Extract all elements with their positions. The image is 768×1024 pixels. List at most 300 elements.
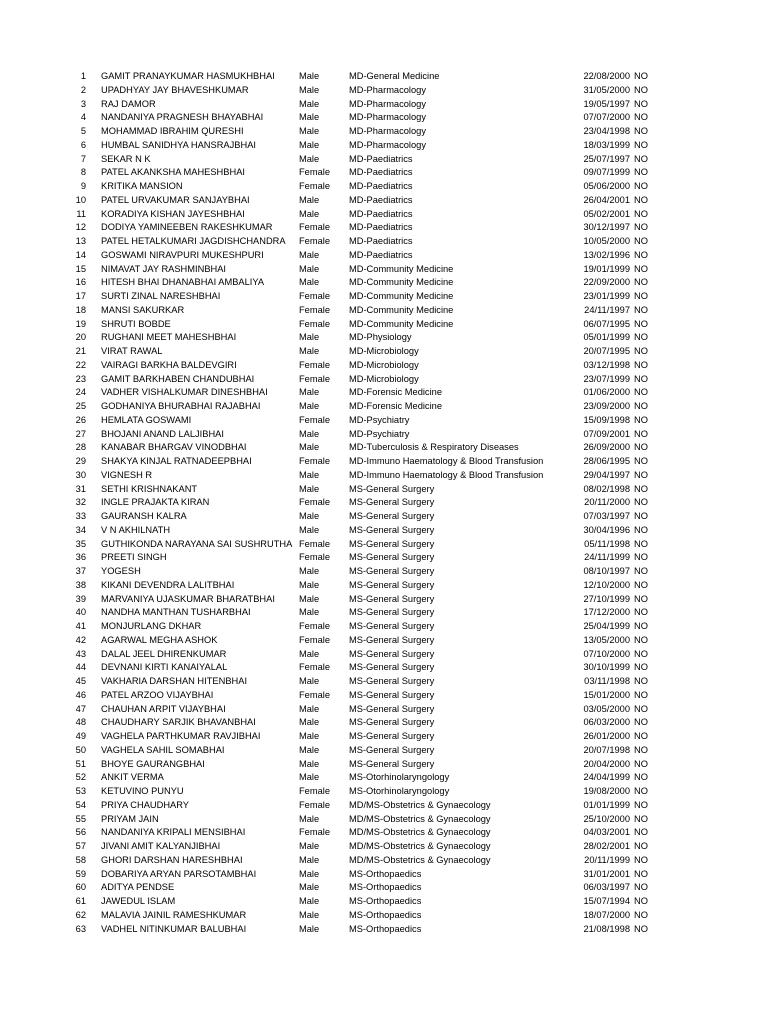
date-of-birth-cell: 23/04/1998 <box>583 126 630 136</box>
serial-number-cell: 33 <box>75 511 86 521</box>
serial-number-cell: 60 <box>75 882 86 893</box>
candidate-name-cell: PRIYAM JAIN <box>101 813 159 824</box>
gender-cell: Male <box>299 731 320 741</box>
date-of-birth-cell: 20/07/1995 <box>583 346 630 356</box>
candidate-name-cell: SHRUTI BOBDE <box>101 318 171 329</box>
candidate-name-cell: VAKHARIA DARSHAN HITENBHAI <box>101 676 248 686</box>
table-row <box>0 538 768 552</box>
date-of-birth-cell: 03/12/1998 <box>583 359 630 370</box>
candidate-name-cell: PATEL AKANKSHA MAHESHBHAI <box>101 167 245 178</box>
serial-number-cell: 9 <box>80 181 86 191</box>
table-row <box>0 414 768 428</box>
specialty-cell: MS-General Surgery <box>349 607 435 618</box>
date-of-birth-cell: 30/12/1997 <box>583 222 630 233</box>
serial-number-cell: 23 <box>75 373 86 384</box>
status-flag-cell: NO <box>634 607 648 618</box>
status-flag-cell: NO <box>634 112 648 123</box>
table-row <box>0 689 768 703</box>
table-row <box>0 125 768 139</box>
serial-number-cell: 38 <box>75 579 86 590</box>
table-row <box>0 675 768 689</box>
specialty-cell: MS-Orthopaedics <box>349 896 422 906</box>
serial-number-cell: 51 <box>75 758 86 769</box>
serial-number-cell: 34 <box>75 524 86 535</box>
status-flag-cell: NO <box>634 744 648 755</box>
table-row <box>0 496 768 510</box>
status-flag-cell: NO <box>634 634 648 645</box>
serial-number-cell: 10 <box>75 194 86 205</box>
serial-number-cell: 54 <box>75 799 86 810</box>
candidate-name-cell: CHAUDHARY SARJIK BHAVANBHAI <box>101 717 256 728</box>
date-of-birth-cell: 20/11/1999 <box>584 854 630 865</box>
candidate-name-cell: VAIRAGI BARKHA BALDEVGIRI <box>101 359 237 370</box>
table-row <box>0 840 768 854</box>
date-of-birth-cell: 17/12/2000 <box>583 607 630 618</box>
date-of-birth-cell: 22/09/2000 <box>583 277 630 288</box>
status-flag-cell: NO <box>634 194 648 205</box>
serial-number-cell: 36 <box>75 552 86 563</box>
gender-cell: Male <box>299 387 320 398</box>
status-flag-cell: NO <box>634 469 648 480</box>
gender-cell: Male <box>299 566 320 576</box>
specialty-cell: MS-Otorhinolaryngology <box>349 786 450 796</box>
gender-cell: Female <box>299 291 331 301</box>
date-of-birth-cell: 05/06/2000 <box>583 181 630 191</box>
gender-cell: Male <box>299 84 320 95</box>
table-row <box>0 648 768 662</box>
specialty-cell: MS-General Surgery <box>349 744 435 755</box>
table-row <box>0 428 768 442</box>
serial-number-cell: 12 <box>75 222 86 233</box>
status-flag-cell: NO <box>634 579 648 590</box>
date-of-birth-cell: 20/07/1998 <box>583 744 630 755</box>
specialty-cell: MD-Paediatrics <box>349 236 413 246</box>
status-flag-cell: NO <box>634 497 648 508</box>
candidate-name-cell: JAWEDUL ISLAM <box>101 896 176 906</box>
gender-cell: Male <box>299 249 320 260</box>
status-flag-cell: NO <box>634 456 648 466</box>
status-flag-cell: NO <box>634 593 648 604</box>
table-row <box>0 923 768 937</box>
serial-number-cell: 50 <box>75 744 86 755</box>
date-of-birth-cell: 07/03/1997 <box>583 511 630 521</box>
date-of-birth-cell: 24/04/1999 <box>583 772 630 783</box>
candidate-name-cell: GODHANIYA BHURABHAI RAJABHAI <box>101 401 261 411</box>
gender-cell: Male <box>299 208 320 219</box>
status-flag-cell: NO <box>634 483 648 494</box>
candidate-name-cell: HITESH BHAI DHANABHAI AMBALIYA <box>101 277 265 288</box>
gender-cell: Female <box>299 786 331 796</box>
specialty-cell: MD-Forensic Medicine <box>349 387 442 398</box>
candidate-name-cell: DEVNANI KIRTI KANAIYALAL <box>101 662 228 673</box>
specialty-cell: MD/MS-Obstetrics & Gynaecology <box>349 827 491 838</box>
specialty-cell: MD-General Medicine <box>349 71 440 81</box>
candidate-name-cell: VADHEL NITINKUMAR BALUBHAI <box>101 923 247 934</box>
gender-cell: Female <box>299 236 331 246</box>
gender-cell: Female <box>299 538 331 549</box>
date-of-birth-cell: 15/01/2000 <box>583 689 630 700</box>
gender-cell: Male <box>299 868 320 879</box>
status-flag-cell: NO <box>634 401 648 411</box>
serial-number-cell: 11 <box>76 208 86 219</box>
status-flag-cell: NO <box>634 277 648 288</box>
status-flag-cell: NO <box>634 758 648 769</box>
candidate-name-cell: GHORI DARSHAN HARESHBHAI <box>101 854 243 865</box>
specialty-cell: MS-General Surgery <box>349 703 435 714</box>
candidate-name-cell: DODIYA YAMINEEBEN RAKESHKUMAR <box>101 222 273 233</box>
specialty-cell: MS-General Surgery <box>349 758 435 769</box>
specialty-cell: MD/MS-Obstetrics & Gynaecology <box>349 841 491 851</box>
status-flag-cell: NO <box>634 181 648 191</box>
status-flag-cell: NO <box>634 167 648 178</box>
status-flag-cell: NO <box>634 414 648 425</box>
gender-cell: Female <box>299 827 331 838</box>
candidate-name-cell: SURTI ZINAL NARESHBHAI <box>101 291 221 301</box>
table-row <box>0 441 768 455</box>
candidate-name-cell: ANKIT VERMA <box>101 772 164 783</box>
table-row <box>0 813 768 827</box>
serial-number-cell: 57 <box>75 841 86 851</box>
date-of-birth-cell: 18/07/2000 <box>583 909 630 920</box>
serial-number-cell: 6 <box>80 139 86 150</box>
serial-number-cell: 56 <box>75 827 86 838</box>
candidate-name-cell: NANDHA MANTHAN TUSHARBHAI <box>101 607 251 618</box>
date-of-birth-cell: 30/04/1996 <box>583 524 630 535</box>
table-row <box>0 166 768 180</box>
date-of-birth-cell: 24/11/1997 <box>584 304 630 315</box>
date-of-birth-cell: 10/05/2000 <box>583 236 630 246</box>
date-of-birth-cell: 03/05/2000 <box>583 703 630 714</box>
specialty-cell: MS-General Surgery <box>349 731 435 741</box>
status-flag-cell: NO <box>634 896 648 906</box>
specialty-cell: MS-Orthopaedics <box>349 882 422 893</box>
specialty-cell: MD-Community Medicine <box>349 263 454 274</box>
status-flag-cell: NO <box>634 387 648 398</box>
status-flag-cell: NO <box>634 222 648 233</box>
gender-cell: Female <box>299 621 331 631</box>
serial-number-cell: 40 <box>75 607 86 618</box>
table-row <box>0 290 768 304</box>
status-flag-cell: NO <box>634 552 648 563</box>
specialty-cell: MD-Pharmacology <box>349 139 426 150</box>
status-flag-cell: NO <box>634 566 648 576</box>
candidate-name-cell: PATEL ARZOO VIJAYBHAI <box>101 689 214 700</box>
table-row <box>0 153 768 167</box>
status-flag-cell: NO <box>634 621 648 631</box>
status-flag-cell: NO <box>634 854 648 865</box>
table-row <box>0 661 768 675</box>
table-row <box>0 895 768 909</box>
status-flag-cell: NO <box>634 703 648 714</box>
table-row <box>0 771 768 785</box>
candidate-name-cell: SEKAR N K <box>101 153 151 164</box>
candidate-name-cell: DALAL JEEL DHIRENKUMAR <box>101 648 227 659</box>
candidate-name-cell: V N AKHILNATH <box>101 524 171 535</box>
date-of-birth-cell: 06/07/1995 <box>583 318 630 329</box>
serial-number-cell: 7 <box>80 153 86 164</box>
specialty-cell: MD-Community Medicine <box>349 277 454 288</box>
table-row <box>0 510 768 524</box>
specialty-cell: MS-Orthopaedics <box>349 909 422 920</box>
gender-cell: Male <box>299 442 320 453</box>
serial-number-cell: 46 <box>75 689 86 700</box>
status-flag-cell: NO <box>634 98 648 109</box>
candidate-name-cell: VAGHELA PARTHKUMAR RAVJIBHAI <box>101 731 261 741</box>
status-flag-cell: NO <box>634 442 648 453</box>
date-of-birth-cell: 13/02/1996 <box>583 249 630 260</box>
table-row <box>0 620 768 634</box>
specialty-cell: MS-General Surgery <box>349 621 435 631</box>
table-row <box>0 469 768 483</box>
status-flag-cell: NO <box>634 827 648 838</box>
candidate-name-cell: NANDANIYA KRIPALI MENSIBHAI <box>101 827 246 838</box>
candidate-name-cell: JIVANI AMIT KALYANJIBHAI <box>101 841 221 851</box>
gender-cell: Female <box>299 456 331 466</box>
candidate-name-cell: HUMBAL SANIDHYA HANSRAJBHAI <box>101 139 256 150</box>
candidate-name-cell: RAJ DAMOR <box>101 98 156 109</box>
specialty-cell: MD-Community Medicine <box>349 304 454 315</box>
gender-cell: Male <box>299 607 320 618</box>
specialty-cell: MD-Physiology <box>349 332 412 343</box>
table-row <box>0 524 768 538</box>
gender-cell: Male <box>299 263 320 274</box>
date-of-birth-cell: 26/01/2000 <box>583 731 630 741</box>
candidate-name-cell: AGARWAL MEGHA ASHOK <box>101 634 218 645</box>
status-flag-cell: NO <box>634 786 648 796</box>
status-flag-cell: NO <box>634 648 648 659</box>
serial-number-cell: 5 <box>80 126 86 136</box>
status-flag-cell: NO <box>634 263 648 274</box>
gender-cell: Female <box>299 167 331 178</box>
date-of-birth-cell: 29/04/1997 <box>583 469 630 480</box>
status-flag-cell: NO <box>634 139 648 150</box>
table-row <box>0 703 768 717</box>
serial-number-cell: 13 <box>75 236 86 246</box>
date-of-birth-cell: 26/04/2001 <box>583 194 630 205</box>
serial-number-cell: 55 <box>75 813 86 824</box>
specialty-cell: MD-Pharmacology <box>349 112 426 123</box>
gender-cell: Male <box>299 854 320 865</box>
gender-cell: Male <box>299 469 320 480</box>
serial-number-cell: 21 <box>75 346 86 356</box>
candidate-name-cell: VIRAT RAWAL <box>101 346 163 356</box>
gender-cell: Female <box>299 662 331 673</box>
serial-number-cell: 58 <box>75 854 86 865</box>
gender-cell: Male <box>299 579 320 590</box>
gender-cell: Male <box>299 401 320 411</box>
candidate-name-cell: BHOJANI ANAND LALJIBHAI <box>101 428 224 439</box>
candidate-name-cell: MANSI SAKURKAR <box>101 304 185 315</box>
specialty-cell: MS-General Surgery <box>349 524 435 535</box>
gender-cell: Female <box>299 222 331 233</box>
serial-number-cell: 17 <box>75 291 86 301</box>
date-of-birth-cell: 19/05/1997 <box>583 98 630 109</box>
table-row <box>0 276 768 290</box>
specialty-cell: MD-Tuberculosis & Respiratory Diseases <box>349 442 519 453</box>
table-row <box>0 331 768 345</box>
serial-number-cell: 61 <box>75 896 86 906</box>
status-flag-cell: NO <box>634 813 648 824</box>
candidate-name-cell: GOSWAMI NIRAVPURI MUKESHPURI <box>101 249 264 260</box>
date-of-birth-cell: 23/09/2000 <box>583 401 630 411</box>
date-of-birth-cell: 18/03/1999 <box>583 139 630 150</box>
table-row <box>0 400 768 414</box>
status-flag-cell: NO <box>634 153 648 164</box>
specialty-cell: MS-General Surgery <box>349 497 435 508</box>
specialty-cell: MD-Microbiology <box>349 359 419 370</box>
serial-number-cell: 3 <box>80 98 86 109</box>
specialty-cell: MD-Paediatrics <box>349 249 413 260</box>
table-row <box>0 455 768 469</box>
status-flag-cell: NO <box>634 868 648 879</box>
date-of-birth-cell: 07/09/2001 <box>583 428 630 439</box>
specialty-cell: MD-Microbiology <box>349 346 419 356</box>
status-flag-cell: NO <box>634 923 648 934</box>
gender-cell: Male <box>299 676 320 686</box>
gender-cell: Male <box>299 813 320 824</box>
serial-number-cell: 59 <box>75 868 86 879</box>
date-of-birth-cell: 03/11/1998 <box>584 676 630 686</box>
status-flag-cell: NO <box>634 304 648 315</box>
serial-number-cell: 15 <box>75 263 86 274</box>
date-of-birth-cell: 31/05/2000 <box>583 84 630 95</box>
serial-number-cell: 32 <box>75 497 86 508</box>
table-row <box>0 304 768 318</box>
specialty-cell: MD-Community Medicine <box>349 291 454 301</box>
table-row <box>0 139 768 153</box>
date-of-birth-cell: 05/01/1999 <box>583 332 630 343</box>
table-row <box>0 111 768 125</box>
status-flag-cell: NO <box>634 359 648 370</box>
specialty-cell: MS-General Surgery <box>349 717 435 728</box>
allotment-table <box>0 70 768 936</box>
table-row <box>0 854 768 868</box>
candidate-name-cell: YOGESH <box>101 566 141 576</box>
specialty-cell: MS-General Surgery <box>349 676 435 686</box>
specialty-cell: MS-Orthopaedics <box>349 868 422 879</box>
date-of-birth-cell: 25/07/1997 <box>583 153 630 164</box>
candidate-name-cell: KRITIKA MANSION <box>101 181 183 191</box>
date-of-birth-cell: 05/11/1998 <box>584 538 630 549</box>
specialty-cell: MS-General Surgery <box>349 538 435 549</box>
serial-number-cell: 16 <box>75 277 86 288</box>
serial-number-cell: 22 <box>75 359 86 370</box>
candidate-name-cell: PREETI SINGH <box>101 552 167 563</box>
specialty-cell: MD-Immuno Haematology & Blood Transfusion <box>349 456 544 466</box>
table-row <box>0 551 768 565</box>
candidate-name-cell: NANDANIYA PRAGNESH BHAYABHAI <box>101 112 264 123</box>
serial-number-cell: 29 <box>75 456 86 466</box>
gender-cell: Male <box>299 277 320 288</box>
serial-number-cell: 4 <box>80 112 86 123</box>
specialty-cell: MS-General Surgery <box>349 689 435 700</box>
date-of-birth-cell: 23/01/1999 <box>583 291 630 301</box>
specialty-cell: MD-Forensic Medicine <box>349 401 442 411</box>
date-of-birth-cell: 24/11/1999 <box>584 552 630 563</box>
status-flag-cell: NO <box>634 236 648 246</box>
specialty-cell: MD-Microbiology <box>349 373 419 384</box>
candidate-name-cell: PATEL URVAKUMAR SANJAYBHAI <box>101 194 250 205</box>
status-flag-cell: NO <box>634 524 648 535</box>
date-of-birth-cell: 07/07/2000 <box>583 112 630 123</box>
gender-cell: Male <box>299 71 320 81</box>
specialty-cell: MD-Immuno Haematology & Blood Transfusion <box>349 469 544 480</box>
table-row <box>0 634 768 648</box>
status-flag-cell: NO <box>634 346 648 356</box>
table-row <box>0 98 768 112</box>
table-row <box>0 716 768 730</box>
candidate-name-cell: DOBARIYA ARYAN PARSOTAMBHAI <box>101 868 257 879</box>
specialty-cell: MD/MS-Obstetrics & Gynaecology <box>349 799 491 810</box>
table-row <box>0 758 768 772</box>
status-flag-cell: NO <box>634 428 648 439</box>
date-of-birth-cell: 06/03/2000 <box>583 717 630 728</box>
table-row <box>0 221 768 235</box>
table-row <box>0 208 768 222</box>
table-row <box>0 359 768 373</box>
specialty-cell: MD-Paediatrics <box>349 181 413 191</box>
date-of-birth-cell: 12/10/2000 <box>583 579 630 590</box>
serial-number-cell: 47 <box>75 703 86 714</box>
gender-cell: Male <box>299 882 320 893</box>
serial-number-cell: 63 <box>75 923 86 934</box>
candidate-name-cell: MALAVIA JAINIL RAMESHKUMAR <box>101 909 247 920</box>
candidate-name-cell: KIKANI DEVENDRA LALITBHAI <box>101 579 235 590</box>
candidate-name-cell: VIGNESH R <box>101 469 153 480</box>
status-flag-cell: NO <box>634 731 648 741</box>
table-row <box>0 180 768 194</box>
table-row <box>0 909 768 923</box>
gender-cell: Female <box>299 552 331 563</box>
candidate-name-cell: GAMIT BARKHABEN CHANDUBHAI <box>101 373 255 384</box>
specialty-cell: MD-Psychiatry <box>349 414 410 425</box>
table-row <box>0 386 768 400</box>
date-of-birth-cell: 15/09/1998 <box>583 414 630 425</box>
date-of-birth-cell: 06/03/1997 <box>583 882 630 893</box>
table-row <box>0 606 768 620</box>
candidate-name-cell: RUGHANI MEET MAHESHBHAI <box>101 332 237 343</box>
specialty-cell: MS-General Surgery <box>349 483 435 494</box>
table-row <box>0 345 768 359</box>
specialty-cell: MD-Paediatrics <box>349 222 413 233</box>
date-of-birth-cell: 25/04/1999 <box>583 621 630 631</box>
serial-number-cell: 19 <box>75 318 86 329</box>
gender-cell: Male <box>299 511 320 521</box>
candidate-name-cell: UPADHYAY JAY BHAVESHKUMAR <box>101 84 249 95</box>
status-flag-cell: NO <box>634 689 648 700</box>
specialty-cell: MD-Paediatrics <box>349 153 413 164</box>
gender-cell: Male <box>299 909 320 920</box>
specialty-cell: MD-Community Medicine <box>349 318 454 329</box>
serial-number-cell: 48 <box>75 717 86 728</box>
gender-cell: Male <box>299 346 320 356</box>
gender-cell: Female <box>299 373 331 384</box>
table-row <box>0 744 768 758</box>
candidate-name-cell: GUTHIKONDA NARAYANA SAI SUSHRUTHA <box>101 538 293 549</box>
specialty-cell: MD-Paediatrics <box>349 208 413 219</box>
serial-number-cell: 26 <box>75 414 86 425</box>
gender-cell: Female <box>299 414 331 425</box>
date-of-birth-cell: 27/10/1999 <box>583 593 630 604</box>
table-row <box>0 730 768 744</box>
date-of-birth-cell: 09/07/1999 <box>583 167 630 178</box>
table-row <box>0 483 768 497</box>
table-row <box>0 84 768 98</box>
date-of-birth-cell: 01/06/2000 <box>583 387 630 398</box>
table-row <box>0 263 768 277</box>
status-flag-cell: NO <box>634 909 648 920</box>
gender-cell: Male <box>299 758 320 769</box>
